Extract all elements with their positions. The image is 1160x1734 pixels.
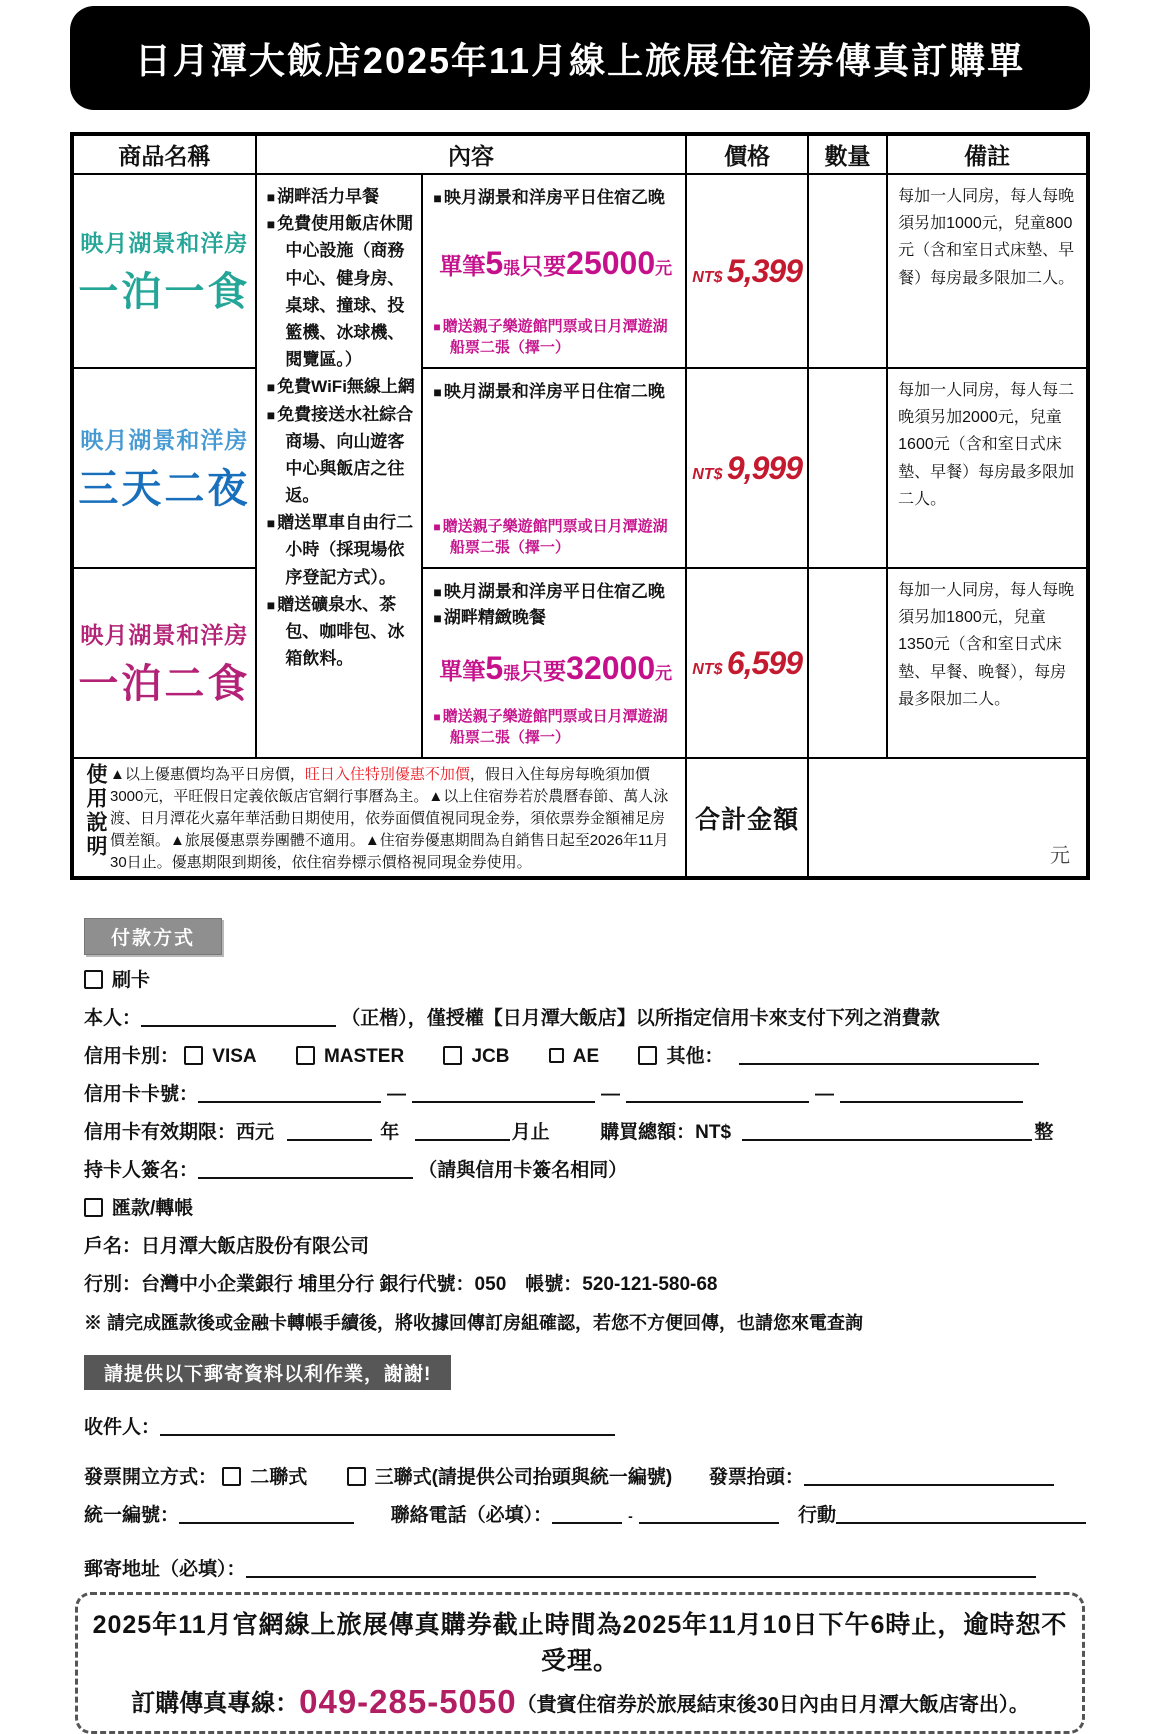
signature-label: 持卡人簽名：	[84, 1160, 199, 1182]
card-type-option-jcb[interactable]	[443, 1046, 509, 1067]
card-number-separator: —	[601, 1084, 621, 1106]
card-holder-row	[84, 1007, 1090, 1031]
tax-id-blank[interactable]	[179, 1507, 354, 1524]
promo-number: 5	[485, 650, 504, 687]
gift-note: ■ 贈送親子樂遊館門票或日月潭遊湖船票二張（擇一）	[433, 706, 677, 750]
currency-label: NT$	[692, 268, 723, 286]
product-name-1	[72, 174, 256, 368]
recipient-row	[84, 1416, 1090, 1440]
card-number-separator: —	[387, 1084, 407, 1106]
price-cell-3	[686, 568, 807, 758]
invoice-title-blank[interactable]	[804, 1469, 1054, 1486]
quantity-input-cell-3[interactable]	[808, 568, 887, 758]
card-type-option-visa[interactable]	[184, 1046, 256, 1067]
phone-label: 聯絡電話（必填）：	[390, 1505, 553, 1527]
table-row	[72, 174, 1088, 368]
visa-checkbox[interactable]	[184, 1046, 203, 1065]
card-type-option-other[interactable]	[638, 1046, 723, 1067]
promo-unit: 張	[503, 664, 521, 684]
invoice-duplicate-option[interactable]	[222, 1467, 307, 1488]
master-checkbox[interactable]	[296, 1046, 315, 1065]
product-name-line2: 一泊二食	[78, 662, 251, 706]
shared-features-cell	[256, 174, 423, 758]
price-value: 9,999	[726, 449, 802, 486]
card-expiry-row	[84, 1121, 1090, 1145]
header-notes: 備註	[887, 134, 1088, 174]
product-name-line1: 映月湖景和洋房	[80, 230, 249, 256]
product-name-line2: 三天二夜	[78, 467, 251, 511]
card-holder-blank[interactable]	[141, 1010, 336, 1027]
phone-area-blank[interactable]	[552, 1507, 622, 1524]
content-item: ■ 湖畔精緻晚餐	[433, 605, 677, 631]
promo-price	[433, 650, 677, 687]
remit-note-row: ※ 請完成匯款後或金融卡轉帳手續後，將收據回傳訂房組確認，若您不方便回傳，也請您來電查詢	[84, 1313, 863, 1334]
triplicate-checkbox[interactable]	[347, 1467, 366, 1486]
card-type-label: 信用卡別：	[84, 1046, 180, 1068]
expiry-year-blank[interactable]	[287, 1124, 372, 1141]
promo-number: 25000	[566, 244, 656, 281]
promo-text: 單筆	[439, 252, 486, 279]
deadline-text: 2025年11月官網線上旅展傳真購券截止時間為2025年11月10日下午6時止，逾時恕不受理。	[92, 1611, 1068, 1676]
ae-label: AE	[572, 1046, 600, 1068]
invoice-triplicate-option[interactable]	[347, 1467, 673, 1488]
usage-row	[72, 758, 1088, 878]
card-number-separator: —	[815, 1084, 835, 1106]
card-holder-suffix: （正楷），僅授權【日月潭大飯店】以所指定信用卡來支付下列之消費款	[341, 1008, 940, 1030]
expiry-label: 信用卡有效期限：西元	[84, 1122, 275, 1144]
other-card-blank[interactable]	[739, 1048, 1039, 1065]
currency-label: NT$	[692, 660, 723, 678]
product-table	[70, 132, 1090, 880]
content-item: ■ 映月湖景和洋房平日住宿二晚	[433, 379, 677, 405]
total-amount-label: 合計金額	[686, 758, 807, 878]
page	[70, 6, 1090, 1734]
gift-note: ■ 贈送親子樂遊館門票或日月潭遊湖船票二張（擇一）	[433, 516, 677, 560]
usage-highlight: 旺日入住特別優惠不加價	[304, 766, 470, 783]
fax-label: 訂購傳真專線：	[131, 1690, 300, 1718]
visa-label: VISA	[212, 1046, 257, 1068]
content-item: ■ 映月湖景和洋房平日住宿乙晚	[433, 579, 677, 605]
fax-suffix: （貴賓住宿券於旅展結束後30日內由日月潭大飯店寄出）。	[516, 1694, 1029, 1717]
quantity-input-cell-2[interactable]	[808, 368, 887, 568]
credit-card-option-label: 刷卡	[112, 970, 151, 992]
transfer-option-label: 匯款/轉帳	[112, 1198, 194, 1220]
header-product: 商品名稱	[72, 134, 256, 174]
expiry-month-label: 月止	[511, 1122, 550, 1144]
product-name-line2: 一泊一食	[78, 270, 251, 314]
duplicate-label: 二聯式	[250, 1467, 308, 1489]
purchase-total-suffix: 整	[1034, 1122, 1054, 1144]
product-name-2	[72, 368, 256, 568]
price-value: 6,599	[726, 644, 802, 681]
gift-note: ■ 贈送親子樂遊館門票或日月潭遊湖船票二張（擇一）	[433, 316, 677, 360]
card-holder-label: 本人：	[84, 1008, 142, 1030]
promo-number: 5	[485, 244, 504, 281]
mobile-blank[interactable]	[836, 1507, 1086, 1524]
feature-item: ■ 贈送礦泉水、茶包、咖啡包、冰箱飲料。	[267, 591, 416, 673]
other-checkbox[interactable]	[638, 1046, 657, 1065]
promo-unit: 元	[655, 258, 673, 278]
product-name-3	[72, 568, 256, 758]
price-value: 5,399	[726, 252, 802, 289]
promo-text: 單筆	[439, 658, 486, 685]
table-row	[72, 568, 1088, 758]
header-qty: 數量	[808, 134, 887, 174]
card-number-blank-2[interactable]	[412, 1086, 595, 1103]
table-row	[72, 368, 1088, 568]
expiry-year-label: 年	[380, 1122, 400, 1144]
currency-label: NT$	[692, 465, 723, 483]
promo-unit: 張	[503, 258, 521, 278]
ae-checkbox[interactable]	[549, 1048, 564, 1063]
jcb-checkbox[interactable]	[443, 1046, 462, 1065]
fax-number: 049-285-5050	[299, 1683, 517, 1721]
tax-id-row	[84, 1504, 1090, 1528]
total-amount-blank[interactable]	[808, 758, 1088, 878]
fax-line	[90, 1683, 1070, 1721]
feature-item: ■ 免費WiFi無線上網	[267, 373, 416, 400]
address-label: 郵寄地址（必填）：	[84, 1559, 246, 1581]
product-name-line1: 映月湖景和洋房	[80, 427, 249, 453]
purchase-total-blank[interactable]	[742, 1124, 1032, 1141]
total-unit-label: 元	[1050, 845, 1070, 868]
credit-card-checkbox[interactable]	[84, 970, 103, 989]
usage-seg2: ，假日入住每房每晚須加價3000元，平旺假日定義依飯店官網行事曆為主。▲以上住宿券若於農曆春節、萬人泳渡、日月潭花火嘉年華活動日期使用，依券面價值視同現金券，須依票券金額補足房價差額。▲旅展優惠票券團體不適用。▲住宿券優惠期間為自銷售日起至2026年11月30日止。優惠期限到期後，依住宿券標示價格視同現金券使用。	[110, 766, 669, 872]
product-name-line1: 映月湖景和洋房	[80, 622, 249, 648]
card-number-row	[84, 1083, 1090, 1107]
signature-note: （請與信用卡簽名相同）	[418, 1160, 628, 1182]
page-title: 日月潭大飯店2025年11月線上旅展住宿券傳真訂購單	[134, 39, 1026, 81]
invoice-title-label: 發票抬頭：	[708, 1467, 804, 1489]
note-cell-2: 每加一人同房，每人每二晚須另加2000元，兒童1600元（含和室日式床墊、早餐）每房最多限加二人。	[887, 368, 1088, 568]
note-cell-1: 每加一人同房，每人每晚須另加1000元，兒童800元（含和室日式床墊、早餐）每房最多限加二人。	[887, 174, 1088, 368]
card-number-blank-3[interactable]	[626, 1086, 809, 1103]
recipient-blank[interactable]	[160, 1419, 615, 1436]
signature-row	[84, 1159, 1090, 1183]
phone-number-blank[interactable]	[639, 1507, 779, 1524]
usage-notes-cell	[72, 758, 686, 878]
invoice-row	[84, 1466, 1090, 1490]
mailing-section-banner: 請提供以下郵寄資料以利作業，謝謝!	[84, 1355, 451, 1390]
address-blank[interactable]	[246, 1561, 1036, 1578]
card-type-option-master[interactable]	[296, 1046, 404, 1067]
shared-features-list	[267, 183, 416, 672]
master-label: MASTER	[323, 1046, 405, 1068]
card-type-option-ae[interactable]	[549, 1046, 599, 1067]
promo-unit: 元	[655, 664, 673, 684]
duplicate-checkbox[interactable]	[222, 1467, 241, 1486]
header-content: 內容	[256, 134, 687, 174]
recipient-label: 收件人：	[84, 1417, 161, 1439]
feature-item: ■ 免費使用飯店休閒中心設施（商務中心、健身房、桌球、撞球、投籃機、冰球機、閱覽區。）	[267, 210, 416, 373]
promo-text: 只要	[520, 252, 567, 279]
usage-text	[110, 763, 679, 874]
promo-text: 只要	[520, 658, 567, 685]
transfer-checkbox[interactable]	[84, 1198, 103, 1217]
phone-separator: -	[628, 1508, 633, 1525]
triplicate-label: 三聯式(請提供公司抬頭與統一編號)	[374, 1467, 673, 1489]
credit-card-option-row	[84, 969, 1090, 993]
card-type-row	[84, 1045, 1090, 1069]
payment-section-badge: 付款方式	[84, 918, 222, 955]
quantity-input-cell-1[interactable]	[808, 174, 887, 368]
mobile-label: 行動	[798, 1505, 837, 1527]
content-cell-2	[422, 368, 686, 568]
other-label: 其他：	[666, 1046, 724, 1068]
title-band	[70, 6, 1090, 110]
jcb-label: JCB	[471, 1046, 510, 1068]
signature-blank[interactable]	[198, 1162, 413, 1179]
usage-label: 使用說明	[84, 763, 107, 859]
deadline-notice-box	[75, 1592, 1085, 1734]
content-item: ■ 映月湖景和洋房平日住宿乙晚	[433, 185, 677, 211]
content-cell-1	[422, 174, 686, 368]
tax-id-label: 統一編號：	[84, 1505, 180, 1527]
feature-item: ■ 湖畔活力早餐	[267, 183, 416, 210]
feature-item: ■ 免費接送水社綜合商場、向山遊客中心與飯店之往返。	[267, 401, 416, 510]
bank-info-row: 行別：台灣中小企業銀行 埔里分行 銀行代號：050 帳號：520-121-580-68	[84, 1274, 718, 1296]
usage-seg1: ▲以上優惠價均為平日房價，	[110, 766, 305, 783]
content-cell-3	[422, 568, 686, 758]
table-header-row	[72, 134, 1088, 174]
card-number-label: 信用卡卡號：	[84, 1084, 199, 1106]
card-number-blank-1[interactable]	[198, 1086, 381, 1103]
promo-price	[433, 245, 677, 282]
price-cell-1	[686, 174, 807, 368]
transfer-option-row	[84, 1197, 1090, 1221]
header-price: 價格	[686, 134, 807, 174]
address-row	[84, 1558, 1090, 1582]
card-number-blank-4[interactable]	[840, 1086, 1023, 1103]
purchase-total-label: 購買總額：NT$	[600, 1122, 732, 1144]
promo-number: 32000	[566, 650, 656, 687]
expiry-month-blank[interactable]	[415, 1124, 510, 1141]
account-name-row: 戶名：日月潭大飯店股份有限公司	[84, 1236, 370, 1258]
invoice-type-label: 發票開立方式：	[84, 1467, 218, 1489]
note-cell-3: 每加一人同房，每人每晚須另加1800元，兒童1350元（含和室日式床墊、早餐、晚餐），每房最多限加二人。	[887, 568, 1088, 758]
price-cell-2	[686, 368, 807, 568]
feature-item: ■ 贈送單車自由行二小時（採現場依序登記方式）。	[267, 509, 416, 591]
